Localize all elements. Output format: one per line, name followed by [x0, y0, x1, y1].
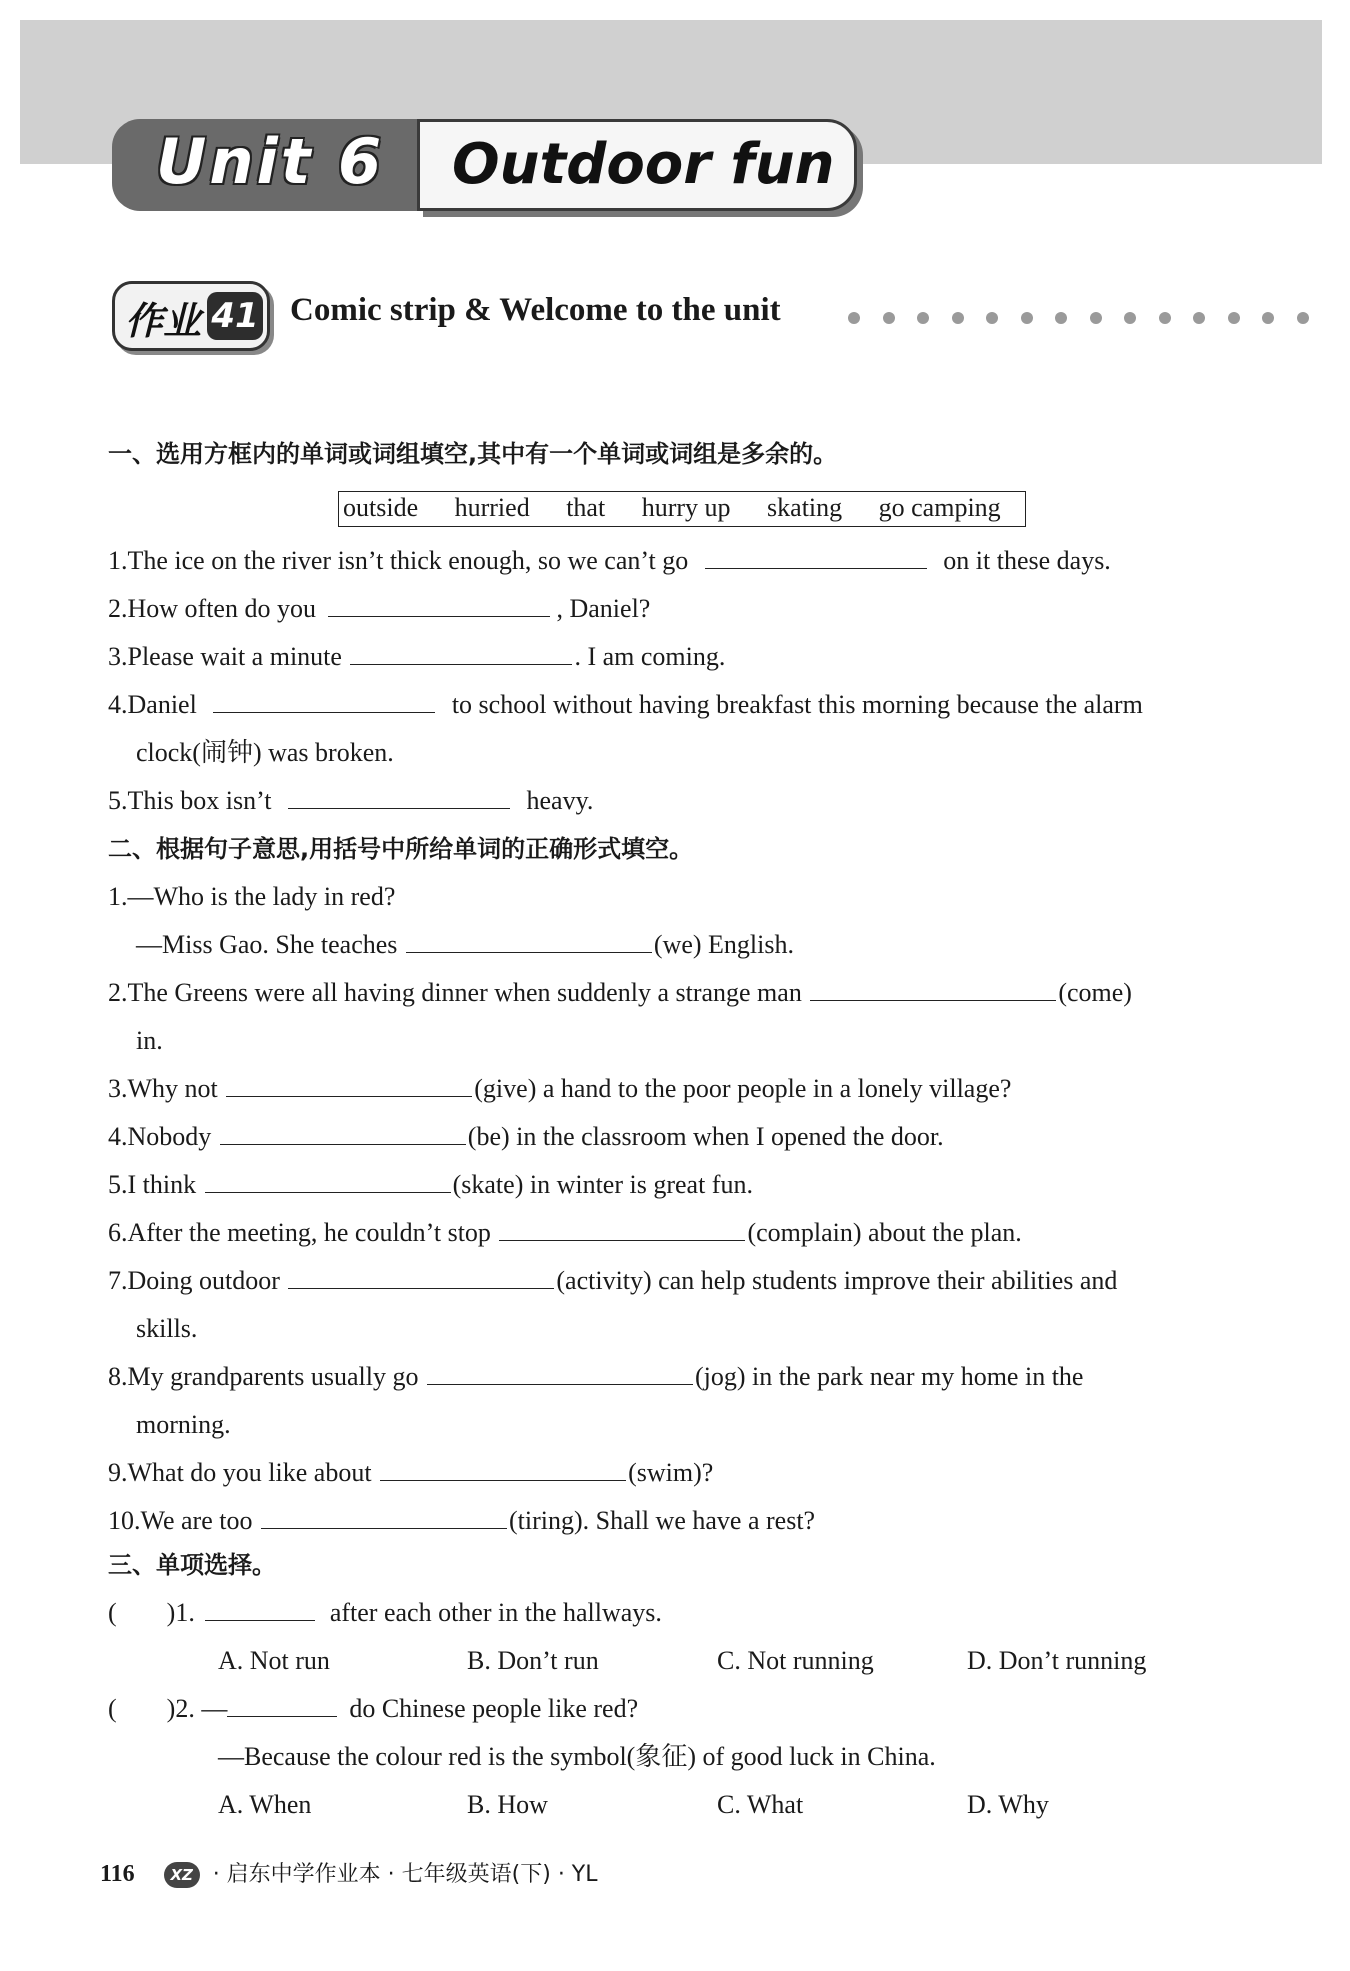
homework-label: 作业: [125, 299, 202, 343]
answer-blank[interactable]: [220, 1122, 466, 1145]
answer-blank[interactable]: [427, 1362, 693, 1385]
answer-blank[interactable]: [261, 1506, 507, 1529]
s2-question-10: 10.We are too (tiring). Shall we have a rest?: [108, 1506, 816, 1535]
answer-blank[interactable]: [205, 1170, 451, 1193]
s3-question-1: ( )1. after each other in the hallways.: [108, 1598, 662, 1627]
decorative-dot: [1262, 312, 1274, 324]
s3-q2-option-d[interactable]: D. Why: [967, 1790, 1049, 1819]
s2-question-3: 3.Why not (give) a hand to the poor people in a lonely village?: [108, 1074, 1012, 1103]
decorative-dot: [883, 312, 895, 324]
s3-q2-option-c[interactable]: C. What: [717, 1790, 804, 1819]
section3-heading: 三、单项选择。: [108, 1551, 276, 1579]
decorative-dots: [848, 302, 1318, 332]
s3-q2-option-b[interactable]: B. How: [467, 1790, 548, 1819]
s3-q1-option-b[interactable]: B. Don’t run: [467, 1646, 599, 1675]
decorative-dot: [1297, 312, 1309, 324]
s2-question-2-cont: in.: [136, 1026, 163, 1055]
decorative-dot: [952, 312, 964, 324]
s3-q1-option-c[interactable]: C. Not running: [717, 1646, 874, 1675]
word-option: hurried: [454, 493, 530, 522]
s1-question-4-cont: clock(闹钟) was broken.: [136, 738, 394, 767]
book-title: · 启东中学作业本 · 七年级英语(下) · YL: [212, 1862, 598, 1887]
answer-blank[interactable]: [380, 1458, 626, 1481]
decorative-dot: [986, 312, 998, 324]
s2-question-1-answer: —Miss Gao. She teaches (we) English.: [136, 930, 794, 959]
word-option: outside: [343, 493, 419, 522]
unit-title: Outdoor fun: [452, 132, 835, 197]
s2-question-7-cont: skills.: [136, 1314, 198, 1343]
s2-question-9: 9.What do you like about (swim)?: [108, 1458, 714, 1487]
s2-question-8-cont: morning.: [136, 1410, 231, 1439]
question-blank: [227, 1694, 337, 1717]
decorative-dot: [1159, 312, 1171, 324]
answer-blank[interactable]: [288, 1266, 554, 1289]
s3-question-2: ( )2. — do Chinese people like red?: [108, 1694, 639, 1723]
s1-question-4: 4.Daniel to school without having breakfast this morning because the alarm: [108, 690, 1143, 719]
s1-question-5: 5.This box isn’t heavy.: [108, 786, 594, 815]
s2-question-6: 6.After the meeting, he couldn’t stop (complain) about the plan.: [108, 1218, 1022, 1247]
answer-blank[interactable]: [226, 1074, 472, 1097]
s2-question-7: 7.Doing outdoor (activity) can help students improve their abilities and: [108, 1266, 1118, 1295]
word-option: go camping: [878, 493, 1001, 522]
answer-blank[interactable]: [350, 642, 572, 665]
question-blank: [205, 1598, 315, 1621]
decorative-dot: [1124, 312, 1136, 324]
answer-blank[interactable]: [406, 930, 652, 953]
decorative-dot: [1228, 312, 1240, 324]
s3-q1-option-a[interactable]: A. Not run: [218, 1646, 330, 1675]
s3-question-2-answer: —Because the colour red is the symbol(象征) of good luck in China.: [218, 1742, 936, 1771]
s1-question-1: 1.The ice on the river isn’t thick enough, so we can’t go on it these days.: [108, 546, 1111, 575]
decorative-dot: [848, 312, 860, 324]
lesson-title: Comic strip & Welcome to the unit: [290, 292, 781, 328]
unit-title-banner: [112, 119, 862, 213]
answer-blank[interactable]: [288, 786, 510, 809]
unit-number-block: [112, 119, 422, 211]
answer-blank[interactable]: [705, 546, 927, 569]
s2-question-4: 4.Nobody (be) in the classroom when I opened the door.: [108, 1122, 944, 1151]
s3-q2-option-a[interactable]: A. When: [218, 1790, 312, 1819]
decorative-dot: [1090, 312, 1102, 324]
decorative-dot: [917, 312, 929, 324]
word-option: that: [566, 493, 606, 522]
answer-blank[interactable]: [499, 1218, 745, 1241]
s3-q1-option-d[interactable]: D. Don’t running: [967, 1646, 1147, 1675]
word-option: hurry up: [641, 493, 731, 522]
homework-number: 41: [207, 292, 263, 340]
s1-question-2: 2.How often do you , Daniel?: [108, 594, 651, 623]
answer-paren[interactable]: (: [108, 1598, 117, 1627]
answer-blank[interactable]: [810, 978, 1056, 1001]
s2-question-2: 2.The Greens were all having dinner when suddenly a strange man (come): [108, 978, 1132, 1007]
s2-question-1: 1.—Who is the lady in red?: [108, 882, 396, 911]
decorative-dot: [1193, 312, 1205, 324]
s2-question-8: 8.My grandparents usually go (jog) in the park near my home in the: [108, 1362, 1084, 1391]
answer-paren[interactable]: (: [108, 1694, 117, 1723]
s1-question-3: 3.Please wait a minute . I am coming.: [108, 642, 726, 671]
decorative-dot: [1055, 312, 1067, 324]
section1-heading: 一、选用方框内的单词或词组填空,其中有一个单词或词组是多余的。: [108, 440, 838, 468]
answer-blank[interactable]: [328, 594, 550, 617]
word-option: skating: [767, 493, 843, 522]
unit-label: Unit 6: [156, 125, 385, 198]
page-number: 116: [100, 1861, 135, 1887]
word-bank: [338, 491, 1026, 527]
s2-question-5: 5.I think (skate) in winter is great fun.: [108, 1170, 753, 1199]
decorative-dot: [1021, 312, 1033, 324]
page-footer: [100, 1857, 598, 1888]
publisher-badge: XZ: [164, 1862, 200, 1888]
homework-badge: [112, 281, 270, 351]
answer-blank[interactable]: [213, 690, 435, 713]
unit-name-block: [417, 119, 857, 211]
section2-heading: 二、根据句子意思,用括号中所给单词的正确形式填空。: [108, 835, 694, 863]
